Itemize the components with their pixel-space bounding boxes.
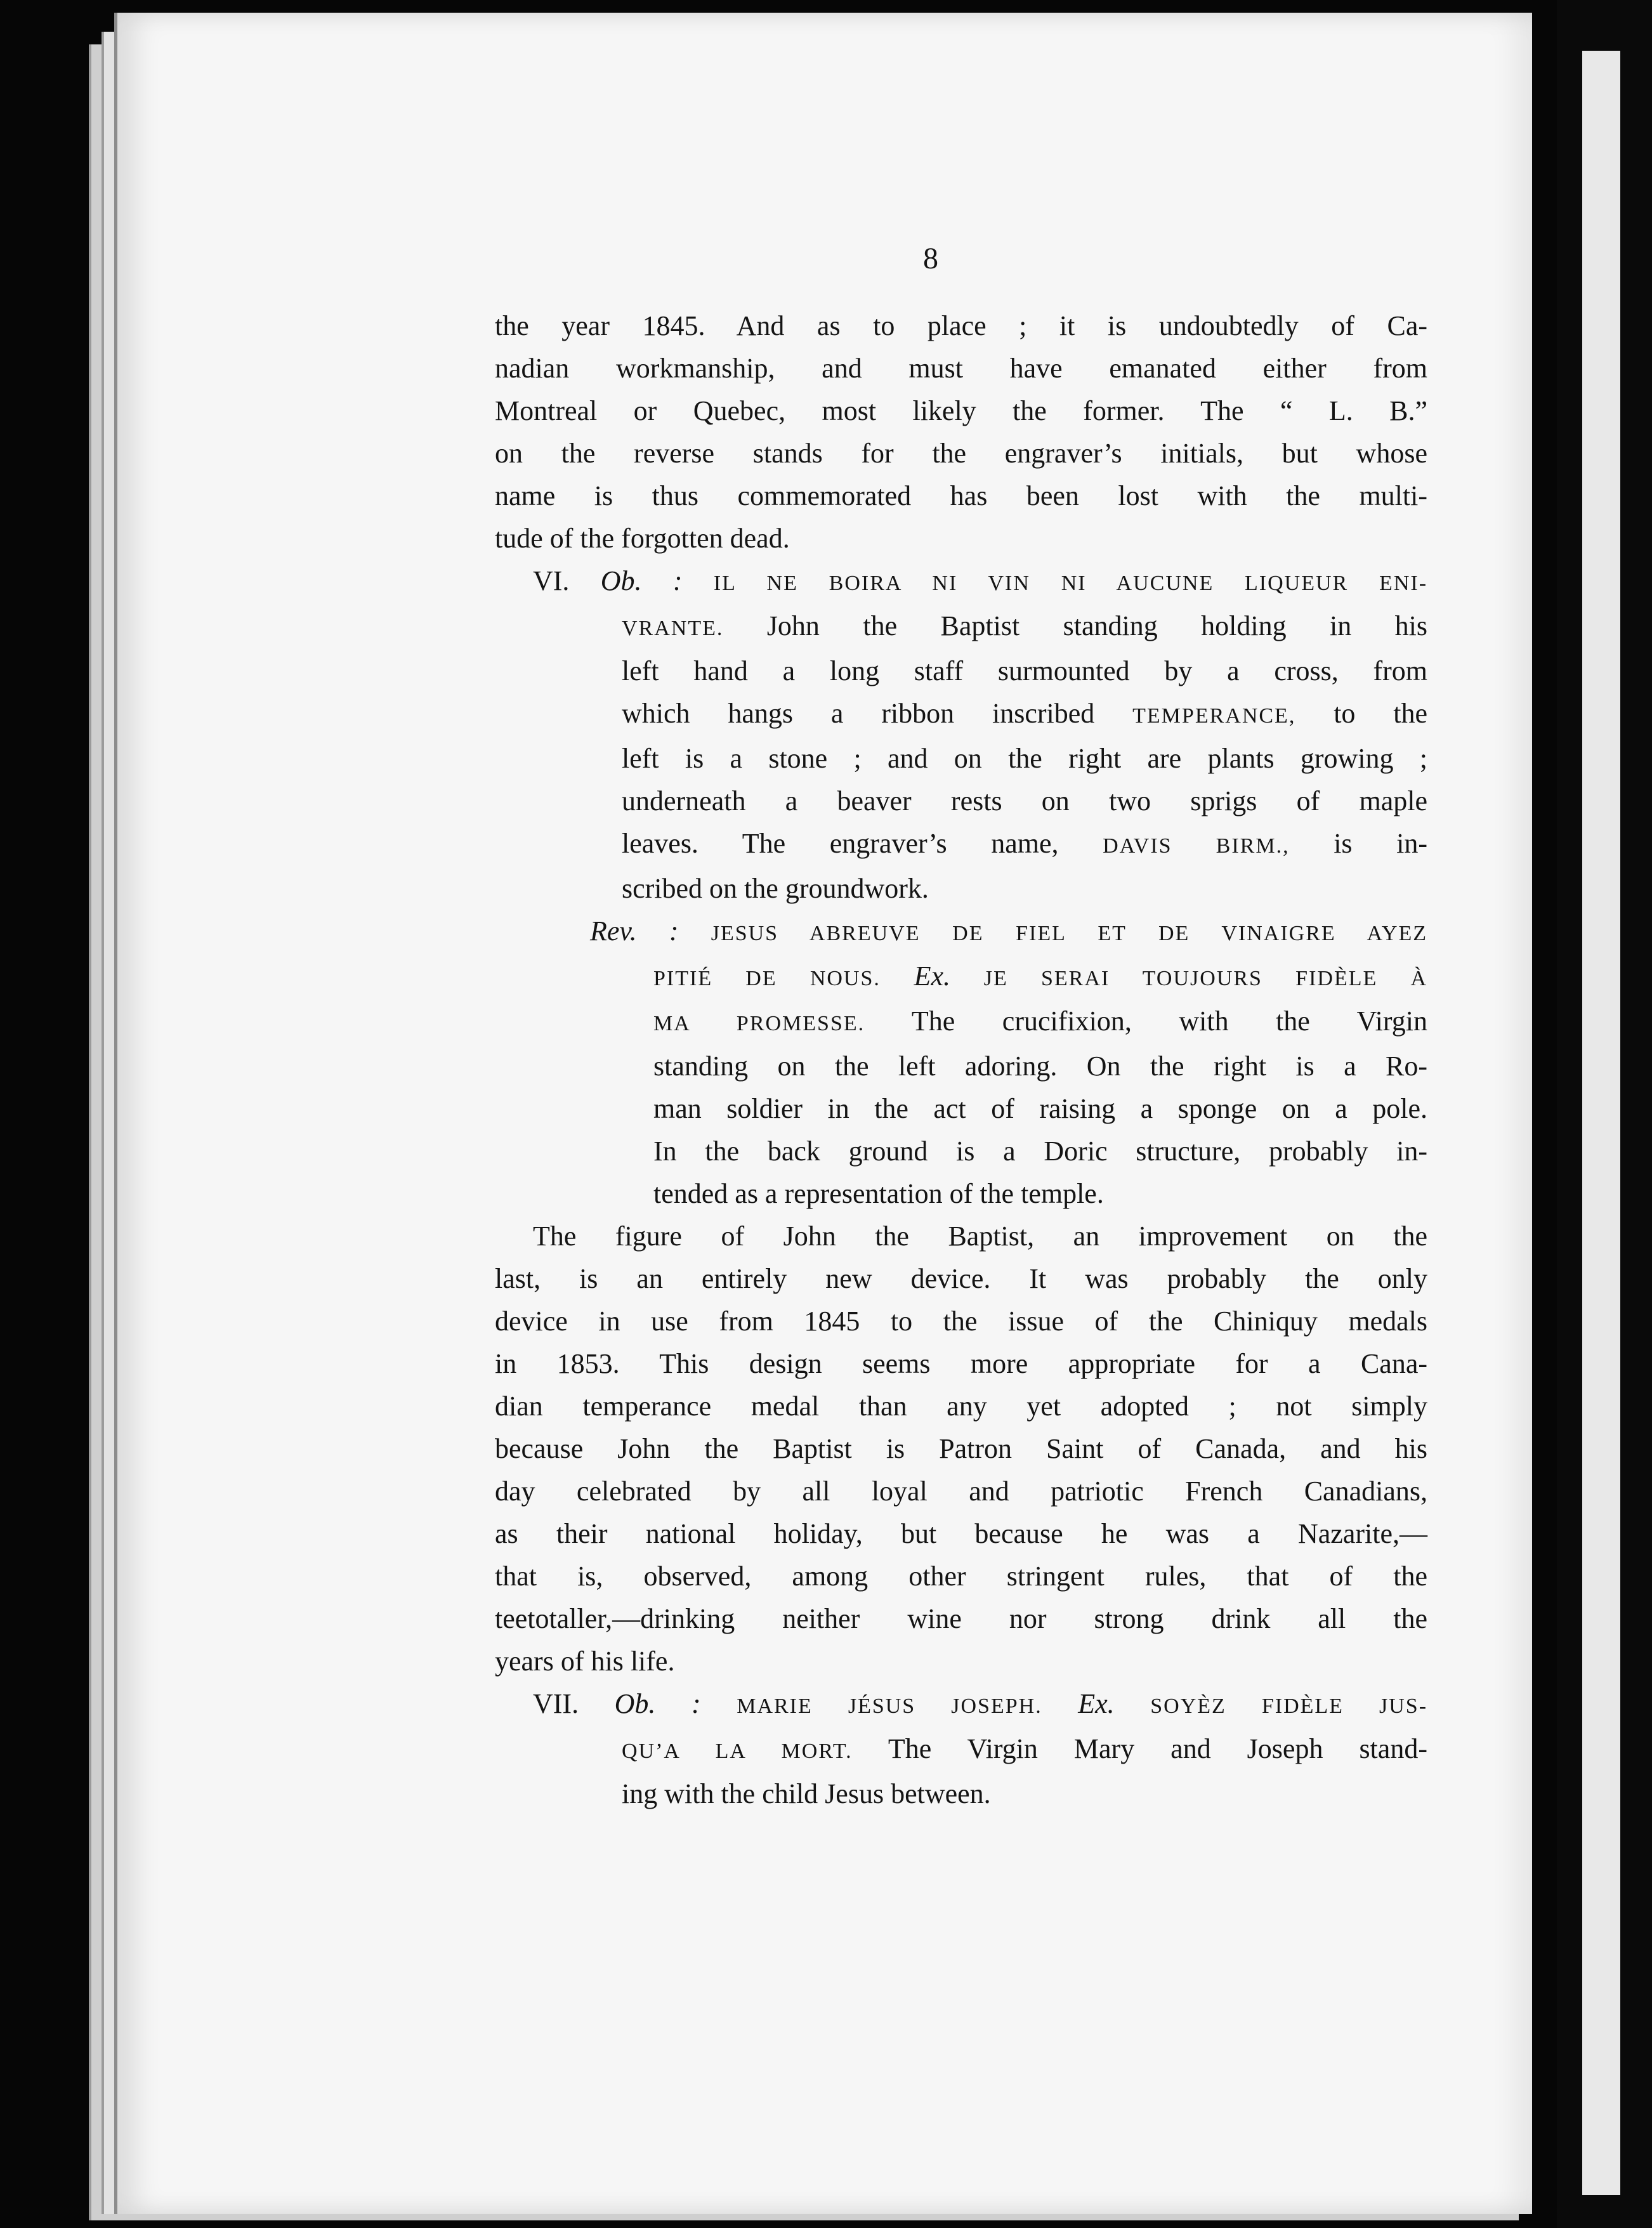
ribbon-inscription: TEMPERANCE, <box>1132 704 1296 728</box>
item-vi <box>495 560 1427 1215</box>
obverse-inscription: MARIE JÉSUS JOSEPH. <box>737 1694 1042 1718</box>
text-line: as their national holiday, but because he was a Nazarite,— <box>495 1518 1427 1549</box>
text-span: to the <box>1334 698 1428 729</box>
item-vi-number: VI. <box>533 565 570 596</box>
text-span: The Virgin Mary and Joseph stand- <box>888 1733 1427 1764</box>
text-line: The figure of John the Baptist, an improvement on the <box>533 1221 1427 1252</box>
facing-page-edge <box>1557 0 1652 2228</box>
obverse-label: Ob. : <box>600 565 683 596</box>
text-line: that is, observed, among other stringent rules, that of the <box>495 1561 1427 1592</box>
text-line <box>495 1727 1427 1773</box>
exergue-inscription-end: QU’A LA MORT. <box>622 1740 853 1763</box>
text-line: the year 1845. And as to place ; it is undoubtedly of Ca- <box>495 310 1427 341</box>
reverse-inscription: JESUS ABREUVE DE FIEL ET DE VINAIGRE AYEZ <box>711 922 1428 945</box>
obverse-inscription-end: VRANTE. <box>622 617 724 640</box>
facing-page-strip <box>1582 51 1620 2195</box>
exergue-label: Ex. <box>1078 1688 1115 1719</box>
text-line: on the reverse stands for the engraver’s initials, but whose <box>495 438 1427 469</box>
text-line <box>495 605 1427 650</box>
text-line: Montreal or Quebec, most likely the former. The “ L. B.” <box>495 395 1427 426</box>
body-text <box>495 305 1427 1815</box>
obverse-inscription: IL NE BOIRA NI VIN NI AUCUNE LIQUEUR ENI- <box>713 572 1428 595</box>
text-line: man soldier in the act of raising a sponge on a pole. <box>653 1093 1427 1124</box>
text-line: tended as a representation of the temple. <box>653 1178 1104 1209</box>
text-line: left is a stone ; and on the right are plants growing ; <box>622 743 1427 774</box>
text-line: scribed on the groundwork. <box>622 873 929 904</box>
item-vii-number: VII. <box>533 1688 579 1719</box>
text-line: in 1853. This design seems more appropriate for a Cana- <box>495 1348 1427 1379</box>
text-line <box>495 955 1427 1000</box>
item-vii-heading-line <box>495 1682 1427 1727</box>
item-vi-heading-line <box>495 560 1427 605</box>
text-line: standing on the left adoring. On the right is a Ro- <box>653 1051 1427 1082</box>
obverse-label: Ob. : <box>614 1688 701 1719</box>
exergue-inscription: SOYÈZ FIDÈLE JUS- <box>1150 1694 1428 1718</box>
paragraph-1 <box>495 305 1427 560</box>
text-span: is in- <box>1334 828 1428 859</box>
paragraph-2 <box>495 1215 1427 1682</box>
text-line: last, is an entirely new device. It was probably the only <box>495 1263 1427 1294</box>
text-line: device in use from 1845 to the issue of the Chiniquy medals <box>495 1306 1427 1337</box>
text-line: teetotaller,—drinking neither wine nor strong drink all the <box>495 1603 1427 1634</box>
text-line: tude of the forgotten dead. <box>495 523 790 554</box>
reverse-inscription-end: PITIÉ DE NOUS. <box>653 967 881 990</box>
text-line: day celebrated by all loyal and patriotic French Canadians, <box>495 1476 1427 1507</box>
text-line: nadian workmanship, and must have emanated either from <box>495 353 1427 384</box>
text-line: years of his life. <box>495 1646 675 1677</box>
text-line: because John the Baptist is Patron Saint of Canada, and his <box>495 1433 1427 1464</box>
text-line: name is thus commemorated has been lost with the multi- <box>495 480 1427 511</box>
reverse-heading-line <box>495 910 1427 955</box>
text-line: underneath a beaver rests on two sprigs of maple <box>622 785 1427 816</box>
text-span: The crucifixion, with the Virgin <box>911 1006 1427 1037</box>
text-line: In the back ground is a Doric structure, probably in- <box>653 1136 1427 1167</box>
exergue-label: Ex. <box>914 960 951 992</box>
page-number: 8 <box>923 242 938 275</box>
text-line: left hand a long staff surmounted by a cross, from <box>622 655 1427 686</box>
text-span: which hangs a ribbon inscribed <box>622 698 1095 729</box>
text-line: dian temperance medal than any yet adopted ; not simply <box>495 1391 1427 1422</box>
reverse-label: Rev. : <box>590 915 679 947</box>
exergue-inscription: JE SERAI TOUJOURS FIDÈLE À <box>983 967 1428 990</box>
text-line: ing with the child Jesus between. <box>622 1778 991 1809</box>
text-line <box>495 692 1427 737</box>
exergue-inscription-end: MA PROMESSE. <box>653 1012 865 1035</box>
text-line <box>495 1000 1427 1045</box>
item-vii <box>495 1682 1427 1815</box>
text-span: leaves. The engraver’s name, <box>622 828 1059 859</box>
text-span: John the Baptist standing holding in his <box>766 610 1427 641</box>
engraver-name: DAVIS BIRM., <box>1103 834 1290 858</box>
text-line <box>495 822 1427 867</box>
